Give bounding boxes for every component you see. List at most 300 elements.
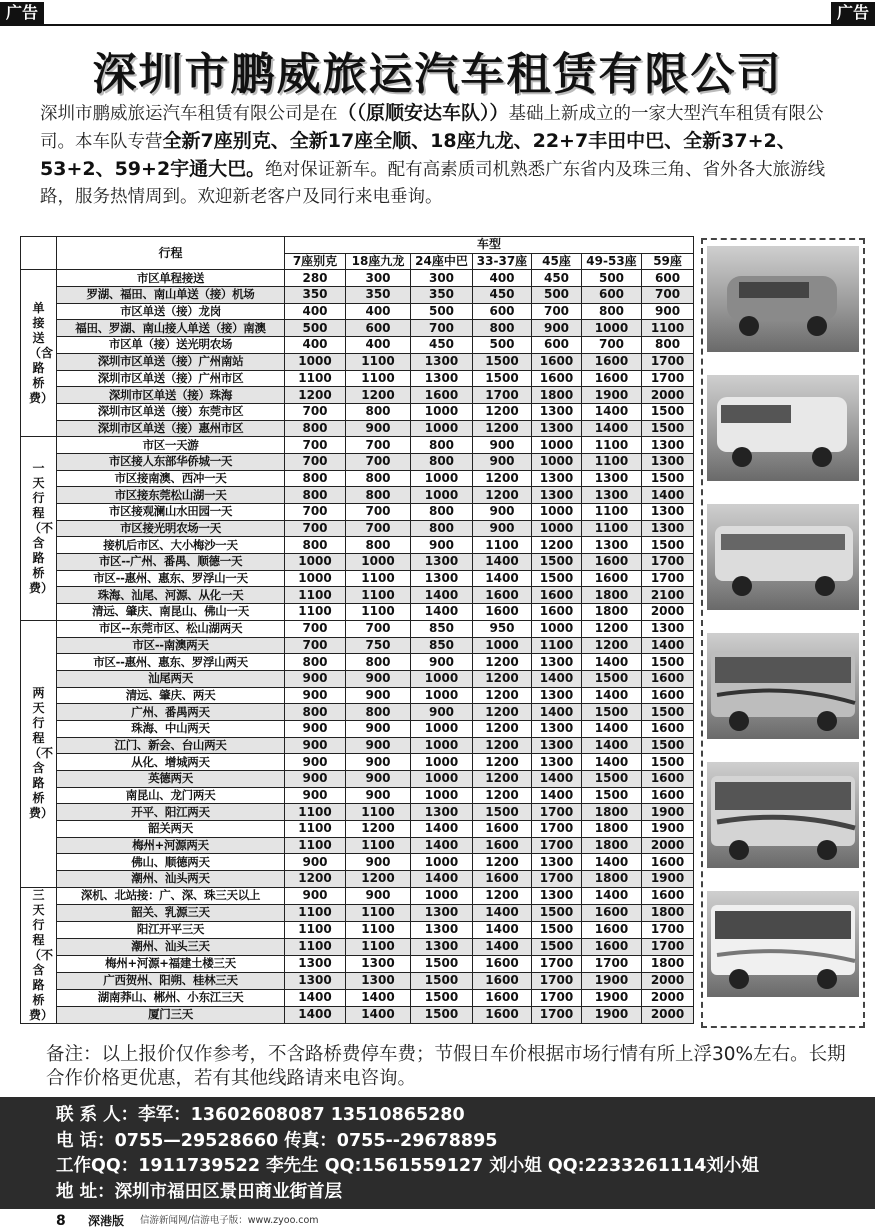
price-cell: 1000 [411, 487, 473, 504]
table-row [21, 403, 694, 420]
price-cell: 700 [285, 620, 346, 637]
price-cell: 1400 [532, 787, 582, 804]
price-cell: 1300 [582, 537, 642, 554]
contact-qq: 工作QQ：1911739522 李先生 QQ:1561559127 刘小姐 QQ:2233261114刘小姐 [56, 1156, 759, 1176]
price-cell: 1700 [582, 955, 642, 972]
price-cell: 900 [346, 720, 411, 737]
price-cell: 1100 [346, 587, 411, 604]
route-cell: 开平、阳江两天 [57, 804, 285, 821]
price-cell: 1700 [532, 804, 582, 821]
price-cell: 1400 [582, 737, 642, 754]
price-cell: 1500 [582, 771, 642, 788]
table-row [21, 821, 694, 838]
vehicle-type-header: 45座 [532, 253, 582, 270]
price-cell: 1500 [582, 704, 642, 721]
route-cell: 市区--惠州、惠东、罗浮山一天 [57, 570, 285, 587]
price-cell: 900 [346, 887, 411, 904]
price-cell: 1400 [473, 570, 532, 587]
price-cell: 1300 [411, 921, 473, 938]
price-cell: 1400 [411, 587, 473, 604]
price-body [21, 270, 694, 1023]
price-cell: 1400 [582, 403, 642, 420]
price-cell: 1300 [532, 854, 582, 871]
price-cell: 900 [346, 670, 411, 687]
price-cell: 1600 [582, 938, 642, 955]
price-cell: 800 [411, 453, 473, 470]
price-cell: 350 [411, 287, 473, 304]
table-row [21, 871, 694, 888]
route-cell: 深机、北站接：广、深、珠三天以上 [57, 887, 285, 904]
price-cell: 1600 [642, 771, 694, 788]
price-cell: 700 [642, 287, 694, 304]
price-cell: 900 [346, 754, 411, 771]
price-cell: 1300 [532, 720, 582, 737]
route-cell: 韶关两天 [57, 821, 285, 838]
price-cell: 1100 [285, 938, 346, 955]
price-cell: 350 [285, 287, 346, 304]
price-cell: 1300 [346, 955, 411, 972]
contact-phone-fax: 电 话：0755—29528660 传真：0755--29678895 [56, 1130, 498, 1151]
contact-bar [0, 1097, 875, 1209]
route-cell: 从化、增城两天 [57, 754, 285, 771]
price-cell: 800 [285, 537, 346, 554]
price-cell: 1600 [473, 587, 532, 604]
price-cell: 300 [411, 270, 473, 287]
price-cell: 700 [532, 303, 582, 320]
edition-label: 深港版 [88, 1214, 125, 1228]
price-cell: 1900 [642, 821, 694, 838]
price-cell: 1300 [346, 972, 411, 989]
price-cell: 1000 [582, 320, 642, 337]
price-cell: 1400 [285, 989, 346, 1006]
route-cell: 深圳市区单送（接）惠州市区 [57, 420, 285, 437]
vehicle-photos [701, 238, 865, 1028]
route-cell: 珠海、汕尾、河源、从化一天 [57, 587, 285, 604]
price-cell: 1100 [285, 837, 346, 854]
price-cell: 900 [285, 854, 346, 871]
price-cell: 1200 [473, 687, 532, 704]
price-cell: 800 [346, 403, 411, 420]
price-cell: 1400 [582, 887, 642, 904]
price-cell: 1700 [642, 938, 694, 955]
price-cell: 700 [411, 320, 473, 337]
price-cell: 1100 [285, 904, 346, 921]
vehicle-type-header: 59座 [642, 253, 694, 270]
price-cell: 500 [473, 337, 532, 354]
price-cell: 1300 [285, 972, 346, 989]
price-cell: 1700 [532, 837, 582, 854]
price-cell: 1300 [411, 570, 473, 587]
price-cell: 1100 [582, 520, 642, 537]
price-cell: 850 [411, 637, 473, 654]
contact-person: 联 系 人：李军：13602608087 13510865280 [56, 1105, 465, 1125]
price-cell: 1100 [285, 587, 346, 604]
price-cell: 1500 [642, 704, 694, 721]
table-row [21, 437, 694, 454]
price-cell: 2000 [642, 989, 694, 1006]
table-row [21, 887, 694, 904]
price-cell: 1800 [582, 604, 642, 621]
price-cell: 1600 [642, 854, 694, 871]
price-cell: 450 [473, 287, 532, 304]
price-cell: 1300 [532, 887, 582, 904]
price-cell: 1600 [582, 570, 642, 587]
price-cell: 1800 [642, 904, 694, 921]
price-cell: 1400 [411, 821, 473, 838]
price-cell: 1200 [285, 871, 346, 888]
price-cell: 1800 [582, 837, 642, 854]
price-cell: 1400 [532, 771, 582, 788]
table-row [21, 520, 694, 537]
price-cell: 1700 [532, 1006, 582, 1023]
route-cell: 市区--广州、番禺、顺德一天 [57, 554, 285, 571]
price-cell: 900 [411, 704, 473, 721]
price-cell: 800 [346, 537, 411, 554]
price-cell: 1900 [582, 989, 642, 1006]
vehicle-type-header: 33-37座 [473, 253, 532, 270]
table-row [21, 955, 694, 972]
price-cell: 800 [285, 470, 346, 487]
table-row [21, 453, 694, 470]
price-cell: 1100 [346, 570, 411, 587]
price-cell: 1300 [532, 754, 582, 771]
price-cell: 800 [411, 520, 473, 537]
table-row [21, 353, 694, 370]
intro-part-5: 绝对保证新车。配有高素质司机熟悉广东省内及珠三角、省外各大旅游线路，服务热情周到。欢迎新老客户及同行来电垂询。 [40, 160, 826, 207]
price-cell: 1300 [642, 520, 694, 537]
price-cell: 1400 [285, 1006, 346, 1023]
price-cell: 1600 [532, 370, 582, 387]
price-cell: 800 [473, 320, 532, 337]
group-label: 一天行程（不含路桥费） [21, 437, 57, 621]
price-cell: 900 [346, 771, 411, 788]
price-cell: 1300 [642, 620, 694, 637]
price-cell: 700 [285, 453, 346, 470]
route-cell: 韶关、乳源三天 [57, 904, 285, 921]
price-cell: 1000 [532, 620, 582, 637]
company-intro [40, 100, 840, 211]
intro-former-name: （（原顺安达车队）） [337, 102, 509, 124]
price-cell: 1600 [532, 587, 582, 604]
price-cell: 1600 [642, 887, 694, 904]
price-cell: 1000 [411, 854, 473, 871]
price-cell: 1300 [582, 487, 642, 504]
table-row [21, 670, 694, 687]
price-cell: 300 [346, 270, 411, 287]
price-cell: 700 [285, 637, 346, 654]
price-cell: 1700 [642, 353, 694, 370]
price-cell: 1900 [642, 804, 694, 821]
price-cell: 1100 [582, 453, 642, 470]
company-title: 深圳市鹏威旅运汽车租赁有限公司 [92, 49, 783, 100]
price-cell: 1600 [642, 787, 694, 804]
table-row [21, 470, 694, 487]
price-cell: 1200 [346, 821, 411, 838]
table-row [21, 554, 694, 571]
table-row [21, 620, 694, 637]
price-cell: 1100 [346, 837, 411, 854]
price-cell: 1100 [346, 804, 411, 821]
table-row [21, 837, 694, 854]
price-cell: 800 [411, 437, 473, 454]
table-row [21, 687, 694, 704]
price-cell: 1000 [473, 637, 532, 654]
price-cell: 450 [411, 337, 473, 354]
price-cell: 1300 [411, 353, 473, 370]
price-cell: 1400 [411, 604, 473, 621]
price-cell: 900 [411, 537, 473, 554]
price-cell: 1500 [411, 989, 473, 1006]
group-label: 两天行程（不含路桥费） [21, 620, 57, 887]
price-cell: 1500 [532, 938, 582, 955]
price-cell: 1200 [532, 537, 582, 554]
price-cell: 1300 [532, 654, 582, 671]
price-cell: 700 [285, 504, 346, 521]
price-cell: 900 [411, 654, 473, 671]
price-cell: 900 [346, 854, 411, 871]
table-row [21, 420, 694, 437]
price-cell: 900 [473, 504, 532, 521]
price-cell: 700 [285, 520, 346, 537]
price-cell: 900 [285, 670, 346, 687]
price-cell: 900 [346, 787, 411, 804]
price-cell: 700 [346, 504, 411, 521]
vehicle-type-header: 24座中巴 [411, 253, 473, 270]
price-cell: 1800 [582, 804, 642, 821]
price-cell: 1500 [411, 1006, 473, 1023]
vehicle-photo [707, 504, 859, 610]
price-cell: 500 [285, 320, 346, 337]
price-cell: 1100 [642, 320, 694, 337]
price-cell: 600 [532, 337, 582, 354]
price-cell: 1800 [642, 955, 694, 972]
route-cell: 市区接东莞松山湖一天 [57, 487, 285, 504]
vehicle-photo [707, 375, 859, 481]
table-row [21, 570, 694, 587]
price-cell: 800 [346, 470, 411, 487]
price-cell: 1200 [473, 470, 532, 487]
price-cell: 1200 [473, 887, 532, 904]
price-cell: 1000 [346, 554, 411, 571]
table-row [21, 1006, 694, 1023]
price-cell: 900 [346, 737, 411, 754]
price-cell: 1900 [582, 387, 642, 404]
price-cell: 900 [285, 720, 346, 737]
price-cell: 1200 [473, 654, 532, 671]
price-cell: 1400 [582, 754, 642, 771]
vehicle-type-header: 49-53座 [582, 253, 642, 270]
price-cell: 1600 [532, 604, 582, 621]
price-cell: 1400 [411, 837, 473, 854]
price-cell: 1600 [582, 904, 642, 921]
table-row [21, 704, 694, 721]
price-cell: 500 [411, 303, 473, 320]
price-cell: 1300 [642, 437, 694, 454]
price-cell: 1500 [411, 955, 473, 972]
vehicle-photo [707, 762, 859, 868]
price-cell: 1200 [473, 754, 532, 771]
table-row [21, 720, 694, 737]
price-cell: 1100 [346, 604, 411, 621]
price-cell: 1300 [411, 804, 473, 821]
price-cell: 1000 [411, 687, 473, 704]
price-cell: 1500 [582, 670, 642, 687]
price-cell: 1400 [411, 871, 473, 888]
price-cell: 1900 [582, 1006, 642, 1023]
price-cell: 1400 [473, 938, 532, 955]
table-row [21, 370, 694, 387]
price-cell: 1700 [642, 370, 694, 387]
price-cell: 1600 [642, 687, 694, 704]
table-row [21, 604, 694, 621]
price-cell: 1000 [411, 403, 473, 420]
price-cell: 1200 [285, 387, 346, 404]
remark-note: 备注：以上报价仅作参考，不含路桥费停车费；节假日车价根据市场行情有所上浮30%左右。长期合作价格更优惠，若有其他线路请来电咨询。 [46, 1044, 846, 1089]
price-cell: 1700 [532, 871, 582, 888]
price-cell: 1200 [473, 720, 532, 737]
price-cell: 1200 [346, 387, 411, 404]
price-cell: 1100 [346, 370, 411, 387]
price-cell: 1100 [346, 938, 411, 955]
price-cell: 1000 [411, 420, 473, 437]
price-cell: 1000 [411, 670, 473, 687]
price-cell: 1800 [582, 821, 642, 838]
price-cell: 350 [346, 287, 411, 304]
price-cell: 600 [582, 287, 642, 304]
route-cell: 深圳市区单送（接）珠海 [57, 387, 285, 404]
table-row [21, 771, 694, 788]
price-cell: 1200 [473, 787, 532, 804]
price-cell: 1200 [473, 704, 532, 721]
price-cell: 1400 [346, 1006, 411, 1023]
price-cell: 1100 [582, 437, 642, 454]
price-cell: 800 [285, 420, 346, 437]
price-cell: 1500 [642, 470, 694, 487]
price-cell: 1500 [473, 804, 532, 821]
price-cell: 900 [532, 320, 582, 337]
price-cell: 850 [411, 620, 473, 637]
route-cell: 广州、番禺两天 [57, 704, 285, 721]
price-cell: 1200 [473, 737, 532, 754]
route-cell: 厦门三天 [57, 1006, 285, 1023]
price-cell: 900 [285, 771, 346, 788]
price-cell: 1400 [582, 654, 642, 671]
table-row [21, 904, 694, 921]
price-cell: 1500 [642, 420, 694, 437]
price-cell: 1100 [285, 604, 346, 621]
page-footer [0, 1212, 875, 1230]
table-row [21, 989, 694, 1006]
price-cell: 950 [473, 620, 532, 637]
price-cell: 1100 [582, 504, 642, 521]
price-cell: 400 [473, 270, 532, 287]
table-row [21, 921, 694, 938]
price-cell: 1900 [642, 871, 694, 888]
price-cell: 1000 [411, 887, 473, 904]
price-cell: 1600 [473, 1006, 532, 1023]
route-cell: 广西贺州、阳朔、桂林三天 [57, 972, 285, 989]
price-cell: 1700 [642, 554, 694, 571]
price-cell: 700 [346, 453, 411, 470]
route-cell: 深圳市区单送（接）广州南站 [57, 353, 285, 370]
price-cell: 280 [285, 270, 346, 287]
price-cell: 900 [285, 754, 346, 771]
route-cell: 潮州、汕头两天 [57, 871, 285, 888]
table-row [21, 287, 694, 304]
price-cell: 1000 [411, 754, 473, 771]
price-cell: 1300 [642, 453, 694, 470]
price-cell: 500 [532, 287, 582, 304]
price-cell: 700 [285, 403, 346, 420]
intro-fleet: 全新7座别克、全新17座全顺、18座九龙、22+7丰田中巴、全新37+2、53+2、59+2宇通大巴。 [40, 130, 796, 180]
price-cell: 1500 [411, 972, 473, 989]
page-number: 8 [56, 1213, 66, 1229]
price-cell: 1500 [473, 353, 532, 370]
price-cell: 1300 [411, 938, 473, 955]
price-cell: 1600 [582, 921, 642, 938]
route-cell: 湖南莽山、郴州、小东江三天 [57, 989, 285, 1006]
price-cell: 800 [642, 337, 694, 354]
price-cell: 1200 [473, 771, 532, 788]
vehicle-type-header: 18座九龙 [346, 253, 411, 270]
price-cell: 900 [285, 737, 346, 754]
source-label: 信游新闻网/信游电子版：www.zyoo.com [140, 1215, 319, 1226]
price-cell: 1600 [582, 353, 642, 370]
price-cell: 1600 [642, 670, 694, 687]
route-cell: 英德两天 [57, 771, 285, 788]
vehicle-photo [707, 633, 859, 739]
price-cell: 2000 [642, 387, 694, 404]
price-cell: 1200 [346, 871, 411, 888]
price-cell: 500 [582, 270, 642, 287]
route-cell: 福田、罗湖、南山接人单送（接）南澳 [57, 320, 285, 337]
price-cell: 1700 [532, 821, 582, 838]
price-cell: 1400 [532, 670, 582, 687]
ad-tag-right: 广告 [831, 2, 875, 24]
price-cell: 1800 [532, 387, 582, 404]
table-row [21, 938, 694, 955]
price-cell: 700 [582, 337, 642, 354]
price-cell: 1200 [473, 420, 532, 437]
route-cell: 罗湖、福田、南山单送（接）机场 [57, 287, 285, 304]
route-cell: 梅州+河源两天 [57, 837, 285, 854]
route-cell: 清远、肇庆、南昆山、佛山一天 [57, 604, 285, 621]
price-cell: 700 [346, 620, 411, 637]
route-cell: 深圳市区单送（接）广州市区 [57, 370, 285, 387]
price-cell: 1000 [411, 720, 473, 737]
price-cell: 1500 [532, 570, 582, 587]
price-cell: 800 [346, 654, 411, 671]
route-cell: 市区单（接）送光明农场 [57, 337, 285, 354]
price-cell: 600 [346, 320, 411, 337]
price-cell: 800 [582, 303, 642, 320]
price-cell: 1700 [642, 921, 694, 938]
route-cell: 深圳市区单送（接）东莞市区 [57, 403, 285, 420]
price-cell: 1600 [473, 821, 532, 838]
route-cell: 市区--南澳两天 [57, 637, 285, 654]
route-cell: 市区接光明农场一天 [57, 520, 285, 537]
route-cell: 市区--东莞市区、松山湖两天 [57, 620, 285, 637]
type-header: 车型 [285, 237, 694, 254]
price-cell: 1600 [473, 955, 532, 972]
group-label: 单接送（含路桥费） [21, 270, 57, 437]
route-cell: 阳江开平三天 [57, 921, 285, 938]
route-cell: 清远、肇庆、两天 [57, 687, 285, 704]
price-cell: 1600 [642, 720, 694, 737]
price-cell: 700 [346, 437, 411, 454]
price-cell: 1600 [473, 871, 532, 888]
price-cell: 1600 [473, 989, 532, 1006]
